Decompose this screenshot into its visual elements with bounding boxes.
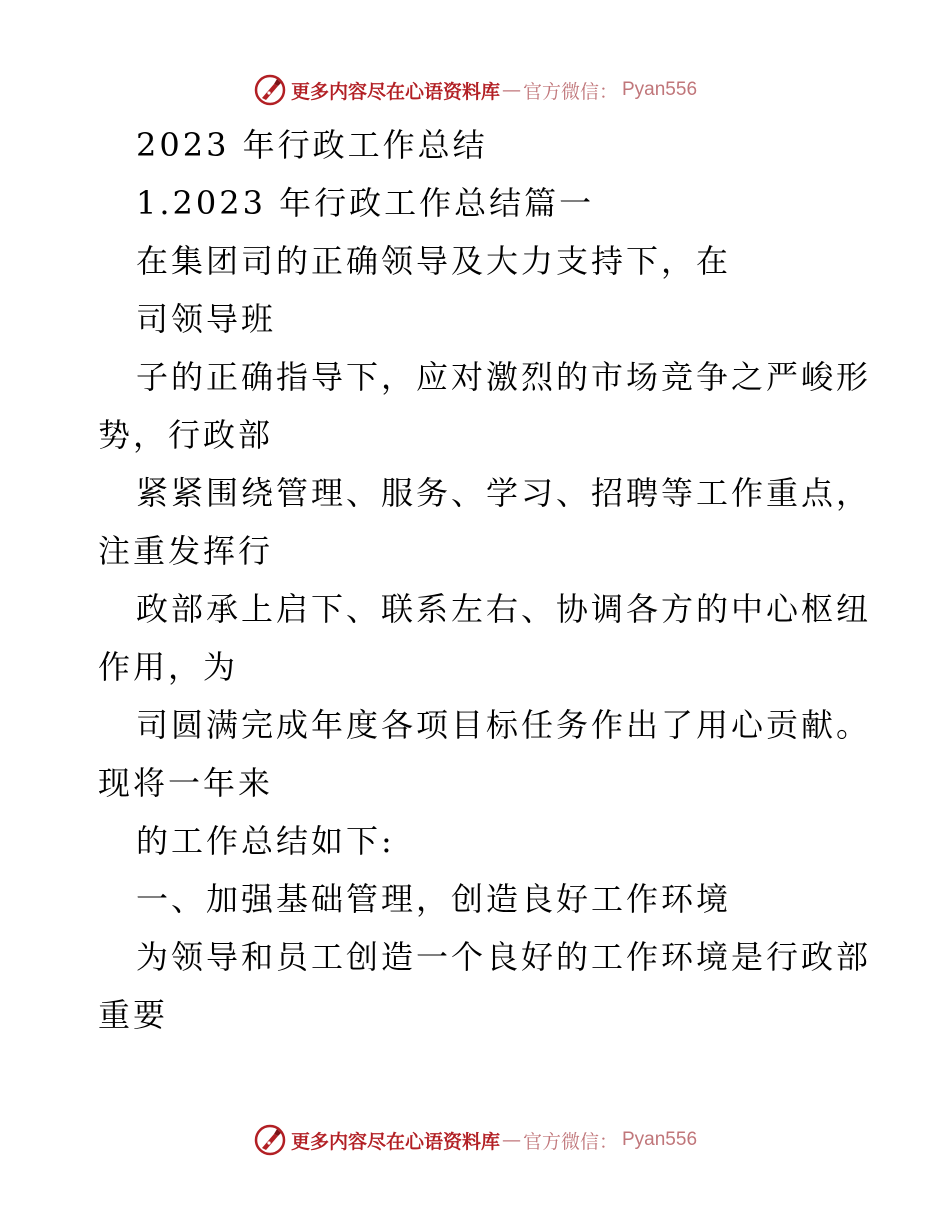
- watermark-wechat-id: Pyan556: [622, 79, 698, 100]
- text-line: 2023 年行政工作总结: [136, 126, 488, 164]
- text-line: 司领导班: [136, 300, 277, 338]
- text-line: 紧紧围绕管理、服务、学习、招聘等工作重点，: [136, 474, 872, 512]
- footer-watermark: [0, 1120, 950, 1160]
- document-body: [98, 116, 872, 1044]
- text-line: 为领导和员工创造一个良好的工作环境是行政部: [136, 938, 872, 976]
- watermark-separator: —: [501, 79, 521, 101]
- watermark-brand: 更多内容尽在心语资料库: [290, 1130, 500, 1153]
- watermark-official: 官方微信：: [522, 80, 618, 103]
- text-line: 势，行政部: [98, 416, 274, 454]
- watermark-separator: —: [501, 1129, 521, 1151]
- pen-nib-logo-icon: [253, 73, 287, 107]
- text-line: 作用，为: [98, 648, 239, 686]
- watermark-wechat-id: Pyan556: [622, 1129, 698, 1150]
- text-line: 政部承上启下、联系左右、协调各方的中心枢纽: [136, 590, 872, 628]
- text-line: 的工作总结如下:: [136, 822, 395, 860]
- text-line: 子的正确指导下，应对激烈的市场竞争之严峻形: [136, 358, 872, 396]
- text-line: 现将一年来: [98, 764, 274, 802]
- pen-nib-logo-icon: [253, 1123, 287, 1157]
- text-line: 在集团司的正确领导及大力支持下，在: [136, 242, 732, 280]
- header-watermark: [0, 70, 950, 110]
- text-line: 重要: [98, 996, 169, 1034]
- watermark-brand: 更多内容尽在心语资料库: [290, 80, 500, 103]
- watermark-official: 官方微信：: [522, 1130, 618, 1153]
- text-line: 司圆满完成年度各项目标任务作出了用心贡献。: [136, 706, 872, 744]
- text-line: 1.2023 年行政工作总结篇一: [136, 184, 595, 222]
- text-line: 一、加强基础管理，创造良好工作环境: [136, 880, 732, 918]
- text-line: 注重发挥行: [98, 532, 274, 570]
